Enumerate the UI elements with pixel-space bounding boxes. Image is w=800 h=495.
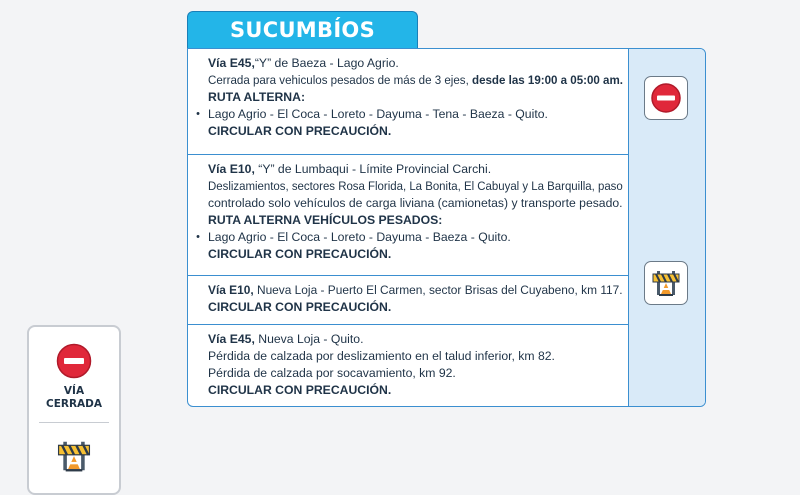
entry-line [208, 55, 623, 72]
entry-line [208, 123, 623, 140]
bold-text: CIRCULAR CON PRECAUCIÓN. [208, 383, 392, 397]
entry-line [208, 282, 623, 299]
text: Lago Agrio - El Coca - Loreto - Dayuma - Tena - Baeza - Quito. [208, 107, 548, 121]
status-icon-column [628, 49, 705, 406]
bold-text: Vía E45, [208, 56, 255, 70]
caution-status-box [644, 261, 688, 305]
text: Deslizamientos, sectores Rosa Florida, La Bonita, El Cabuyal y La Barquilla, paso [208, 179, 623, 193]
text: Nueva Loja - Puerto El Carmen, sector Brisas del Cuyabeno, km 117. [253, 283, 623, 297]
road-entry [188, 49, 629, 155]
legend-divider [39, 422, 109, 423]
bold-text: Vía E10, [208, 162, 255, 176]
bold-text: CIRCULAR CON PRECAUCIÓN. [208, 124, 392, 138]
text: Cerrada para vehiculos pesados de más de 3 ejes, [208, 73, 473, 87]
text: Lago Agrio - El Coca - Loreto - Dayuma - Baeza - Quito. [208, 230, 511, 244]
entry-line [208, 161, 623, 178]
road-barrier-icon [55, 437, 93, 475]
entry-line [208, 299, 623, 316]
closed-status-box [644, 76, 688, 120]
route-bullet-line [208, 229, 623, 246]
route-bullet-line [208, 106, 623, 123]
road-barrier-icon [650, 267, 682, 299]
text: “Y” de Lumbaqui - Límite Provincial Carchi. [254, 162, 492, 176]
bold-text: desde las 19:00 a 05:00 am. [472, 73, 623, 87]
entry-line [208, 331, 623, 348]
bold-text: Vía E10, [208, 283, 254, 297]
entry-line [208, 72, 623, 89]
entry-line [208, 178, 623, 195]
no-entry-icon [651, 83, 681, 113]
bold-text: RUTA ALTERNA: [208, 90, 306, 104]
text: Pérdida de calzada por deslizamiento en el talud inferior, km 82. [208, 349, 555, 363]
entry-line [208, 348, 623, 365]
text: “Y” de Baeza - Lago Agrio. [254, 56, 399, 70]
legend-panel [27, 325, 121, 495]
road-entry [188, 155, 629, 276]
road-entry [188, 276, 629, 325]
legend-closed-line1: VÍA [63, 385, 85, 397]
bold-text: CIRCULAR CON PRECAUCIÓN. [208, 247, 392, 261]
text: controlado solo vehículos de carga liviana (camionetas) y transporte pesado. [208, 196, 623, 210]
text: Nueva Loja - Quito. [254, 332, 364, 346]
entry-line [208, 212, 623, 229]
no-entry-icon [56, 343, 92, 379]
text: Pérdida de calzada por socavamiento, km 92. [208, 366, 456, 380]
road-status-table [187, 48, 706, 407]
entry-line [208, 89, 623, 106]
legend-closed-line2: CERRADA [45, 398, 103, 410]
bold-text: CIRCULAR CON PRECAUCIÓN. [208, 300, 392, 314]
entry-line [208, 382, 623, 399]
bold-text: Vía E45, [208, 332, 255, 346]
entry-line [208, 365, 623, 382]
bold-text: RUTA ALTERNA VEHÍCULOS PESADOS: [208, 213, 443, 227]
entry-line [208, 246, 623, 263]
province-header: SUCUMBÍOS [187, 11, 418, 48]
road-entry [188, 325, 629, 407]
entry-line [208, 195, 622, 212]
